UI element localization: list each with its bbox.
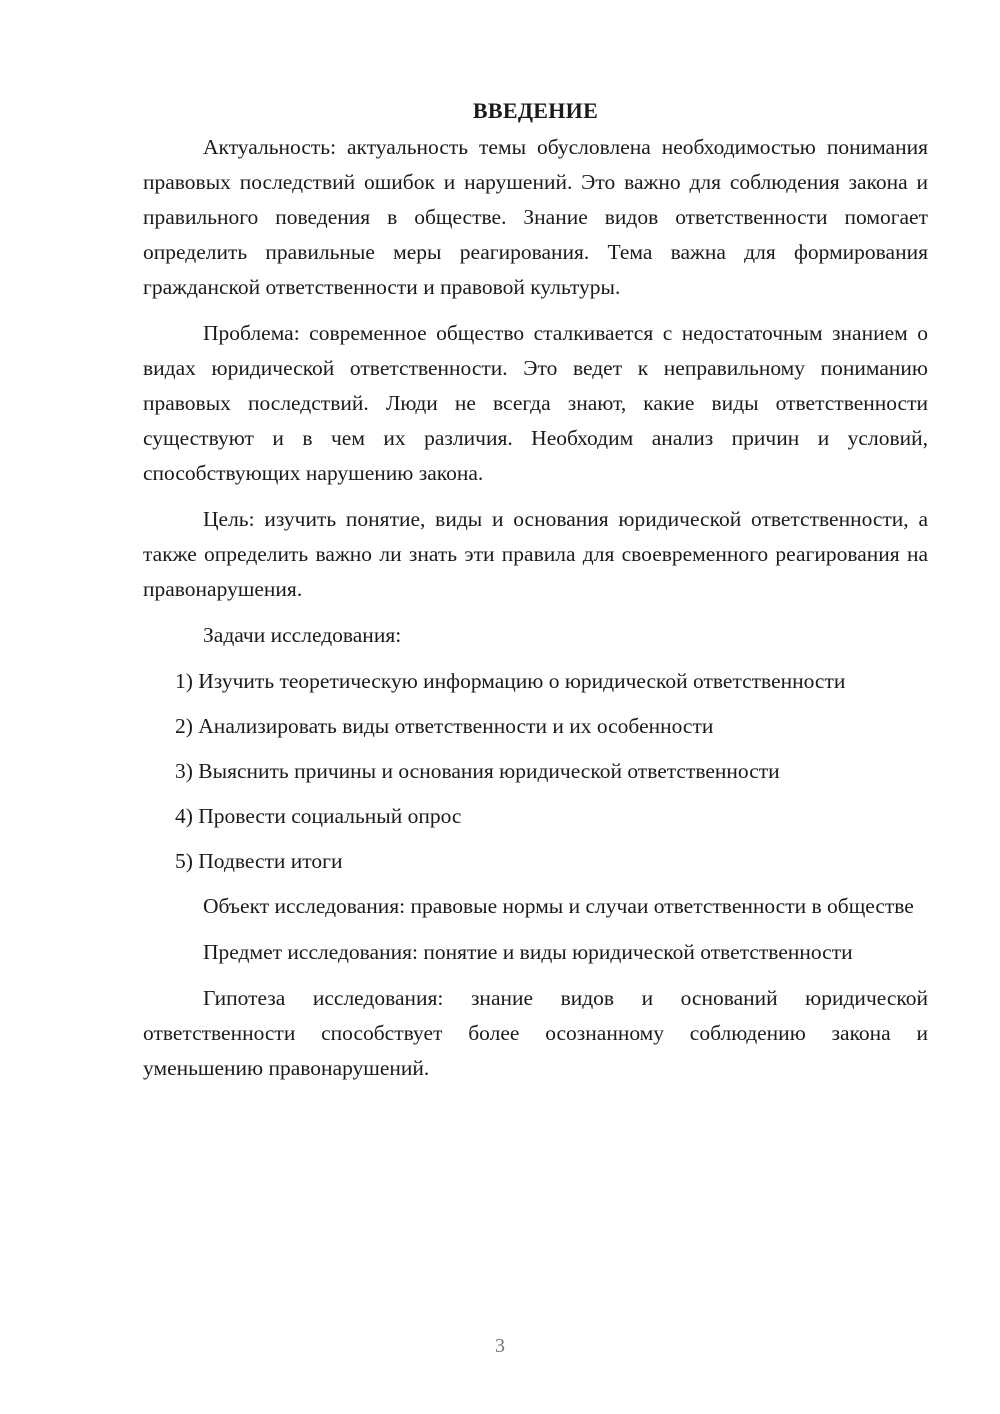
paragraph-subject: Предмет исследования: понятие и виды юридической ответственности [203, 940, 853, 964]
page-number: 3 [495, 1335, 505, 1357]
task-item-4: 4) Провести социальный опрос [175, 804, 462, 828]
paragraph-tasks-heading: Задачи исследования: [203, 623, 402, 647]
section-title: ВВЕДЕНИЕ [472, 98, 599, 123]
paragraph-relevance: Актуальность: актуальность темы обусловлена необходимостью понимания правовых последствий ошибок и нарушений. Это важно для соблюдения закона и правильного поведения в обществе. Знание видов ответственности помогает определить правильные меры реагирования. Тема важна для формирования гражданской ответственности и правовой культуры. [143, 135, 928, 299]
task-item-5: 5) Подвести итоги [175, 849, 343, 873]
task-item-1: 1) Изучить теоретическую информацию о юридической ответственности [175, 669, 846, 693]
task-item-2: 2) Анализировать виды ответственности и их особенности [175, 714, 714, 738]
page-content [143, 96, 928, 1097]
paragraph-object: Объект исследования: правовые нормы и случаи ответственности в обществе [203, 894, 914, 918]
paragraph-hypothesis: Гипотеза исследования: знание видов и оснований юридической ответственности способствует более осознанному соблюдению закона и уменьшению правонарушений. [143, 986, 928, 1080]
paragraph-goal: Цель: изучить понятие, виды и основания юридической ответственности, а также определить важно ли знать эти правила для своевременного реагирования на правонарушения. [143, 507, 928, 601]
paragraph-problem: Проблема: современное общество сталкивается с недостаточным знанием о видах юридической ответственности. Это ведет к неправильному пониманию правовых последствий. Люди не всегда знают, какие виды ответственности существуют и в чем их различия. Необходим анализ причин и условий, способствующих нарушению закона. [143, 321, 928, 485]
task-item-3: 3) Выяснить причины и основания юридической ответственности [175, 759, 780, 783]
